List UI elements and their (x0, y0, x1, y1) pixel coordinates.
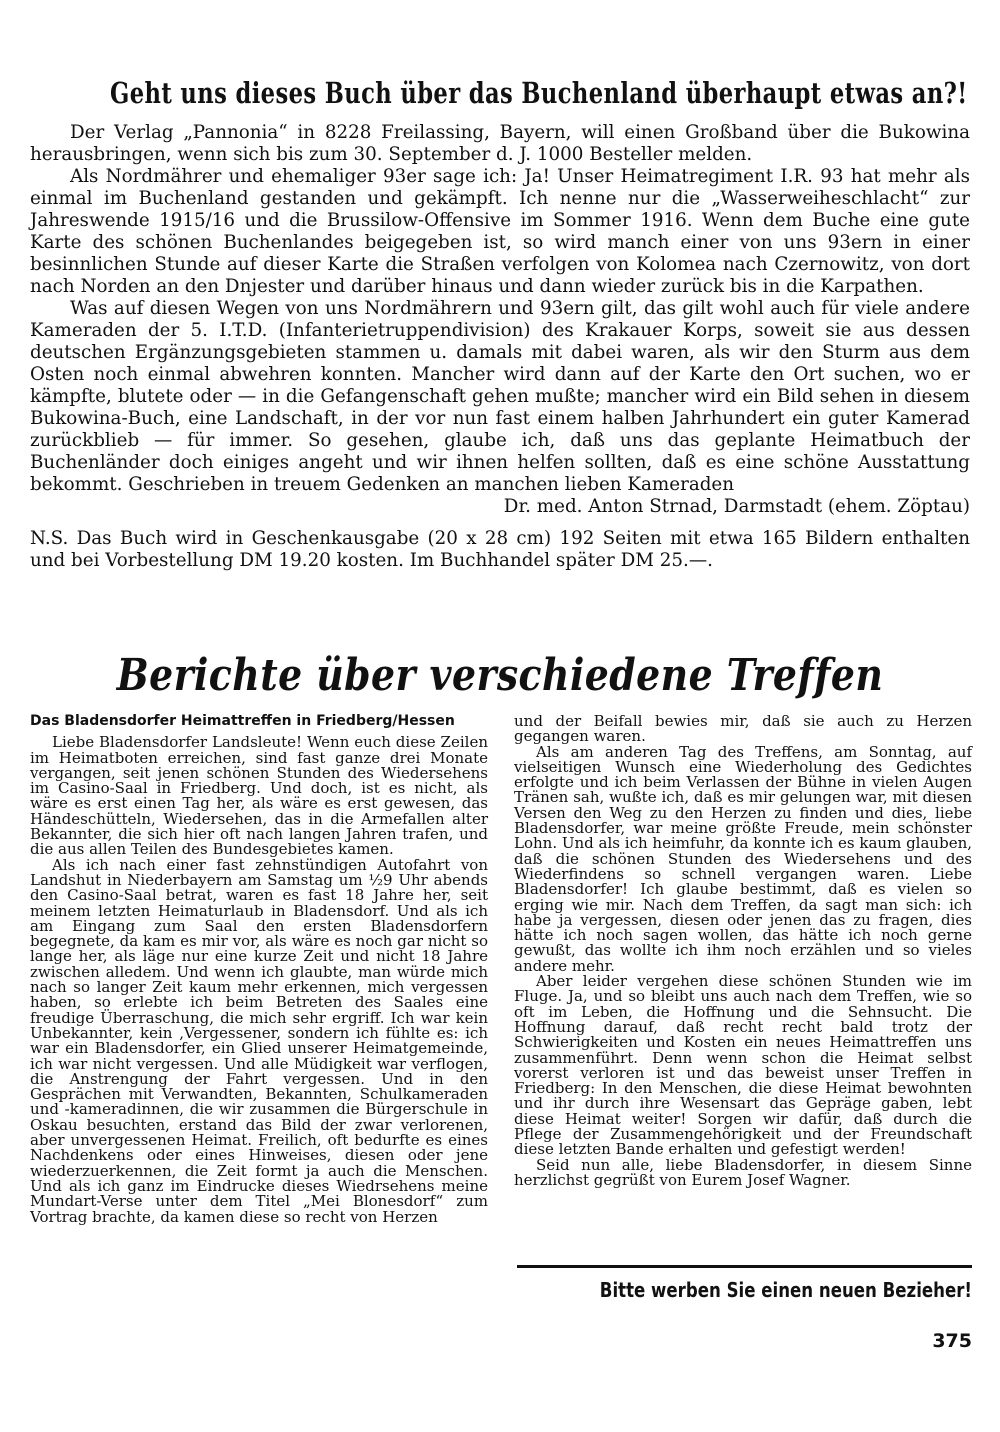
section-title: Berichte über verschiedene Treffen (116, 650, 884, 701)
page-number: 375 (932, 1330, 972, 1352)
article-signature: Dr. med. Anton Strnad, Darmstadt (ehem. Zöptau) (503, 496, 970, 517)
report-paragraph: Als ich nach einer fast zehnstündigen Autofahrt von Landshut in Niederbayern am Samstag um ½9 Uhr abends den Casino-Saal betrat, waren es fast 18 Jahre her, seit meinem letzten Heimaturlaub in Bladensdorf. Und als ich am Eingang zum Saal den ersten Bladensdorfern begegnete, da kam es mir vor, als wäre es noch gar nicht so lange her, als läge nur eine kurze Zeit und nicht 18 Jahre zwischen alledem. Und wenn ich glaubte, man würde mich nach so langer Zeit kaum mehr erkennen, mich vergessen haben, so erlebte ich beim Betreten des Saales eine freudige Überraschung, die mich sehr ergriff. Ich war kein Unbekannter, kein ‚Vergessener, sondern ich fühlte es: ich war ein Bladensdorfer, ein Glied unserer Heimatgemeinde, ich war nicht vergessen. Und alle Müdigkeit war verflogen, die Anstrengung der Fahrt vergessen. Und in den Gesprächen mit Verwandten, Bekannten, Schulkameraden und -kameradinnen, die wir zusammen die Bürgerschule in Oskau besuchten, erstand das Bild der zwar verlorenen, aber unvergessenen Heimat. Freilich, oft bedurfte es eines Nachdenkens oder eines Hinweises, diesen oder jene wiederzuerkennen, die Zeit formt ja auch die Menschen. Und als ich ganz im Eindrucke dieses Wiedrsehens meine Mundart-Verse unter dem Titel „Mei Blonesdorf“ zum Vortrag brachte, da kamen diese so recht von Herzen (30, 855, 488, 1226)
report-paragraph: Aber leider vergehen diese schönen Stunden wie im Fluge. Ja, und so bleibt uns auch nach dem Treffen, wie so oft im Leben, die Hoffnung und die Sehnsucht. Die Hoffnung darauf, daß recht recht bald trotz der Schwierigkeiten und Kosten ein neues Heimattreffen uns zusammenführt. Denn wenn schon die Heimat selbst vorerst verloren ist und das beweist unser Treffen in Friedberg: In den Menschen, die diese Heimat bewohnten und ihr durch ihre Wesensart das Gepräge gaben, lebt diese Heimat weiter! Sorgen wir dafür, daß durch die Pflege der Zusammengehörigkeit und der Freundschaft diese letzten Bande erhalten und gefestigt werden! (514, 972, 972, 1159)
report-paragraph: Liebe Bladensdorfer Landsleute! Wenn euch diese Zeilen im Heimatboten erreichen, sind fast ganze drei Monate vergangen, seit jenen schönen Stunden des Wiedersehens im Casino-Saal in Friedberg. Und doch, ist es nicht, als wäre es erst einen Tag her, als wäre es erst gewesen, das Händeschütteln, Wiedersehen, das in die Armefallen alter Bekannter, die sich hier oft nach langen Jahren trafen, und die aus allen Teilen des Bundesgebietes kamen. (30, 733, 488, 859)
article-paragraph: Was auf diesen Wegen von uns Nordmährern und 93ern gilt, das gilt wohl auch für viele andere Kameraden der 5. I.T.D. (Infanterietruppendivision) des Krakauer Korps, soweit sie aus dessen deutschen Ergänzungsgebieten stammen u. damals mit dabei waren, als wir den Sturm aus dem Osten noch einmal abwehren konnten. Mancher wird dann auf der Karte den Ort suchen, wo er kämpfte, blutete oder — in die Gefangenschaft gehen mußte; mancher wird ein Bild sehen in diesem Bukowina-Buch, eine Landschaft, in der vor nun fast einem halben Jahrhundert ein guter Kamerad zurückblieb — für immer. So gesehen, glaube ich, daß uns das geplante Heimatbuch der Buchenländer doch einiges angeht und wir ihnen helfen sollten, daß es eine schöne Ausstattung bekommt. Geschrieben in treuem Gedenken an manchen lieben Kameraden (30, 298, 970, 495)
article-paragraph: Als Nordmährer und ehemaliger 93er sage ich: Ja! Unser Heimatregiment I.R. 93 hat mehr als einmal im Buchenland gestanden und gekämpft. Ich nenne nur die „Wasserweiheschlacht“ zur Jahreswende 1915/16 und die Brussilow-Offensive im Sommer 1916. Wenn dem Buche eine gute Karte des schönen Buchenlandes beigegeben ist, so wird manch einer von uns 93ern in einer besinnlichen Stunde auf dieser Karte die Straßen verfolgen von Kolomea nach Czernowitz, von dort nach Norden an den Dnjester und darüber hinaus und dann wieder zurück bis in die Karpathen. (30, 166, 970, 297)
article-postscript: N.S. Das Buch wird in Geschenkausgabe (20 x 28 cm) 192 Seiten mit etwa 165 Bildern enthalten und bei Vorbestellung DM 19.20 kosten. Im Buchhandel später DM 25.—. (30, 528, 970, 571)
report-left-column (30, 714, 488, 1225)
article-title: Geht uns dieses Buch über das Buchenland überhaupt etwas an?! (110, 76, 968, 110)
report-subtitle: Das Bladensdorfer Heimattreffen in Friedberg/Hessen (30, 713, 455, 729)
report-right-column (514, 714, 972, 1188)
subscriber-notice: Bitte werben Sie einen neuen Bezieher! (599, 1278, 972, 1302)
article-paragraph: Der Verlag „Pannonia“ in 8228 Freilassing, Bayern, will einen Großband über die Bukowina herausbringen, wenn sich bis zum 30. September d. J. 1000 Besteller melden. (30, 122, 970, 165)
article-body (30, 122, 970, 572)
report-paragraph: Als am anderen Tag des Treffens, am Sonntag, auf vielseitigen Wunsch eine Wiederholung des Gedichtes erfolgte und ich beim Verlassen der Bühne in vielen Augen Tränen sah, wußte ich, daß es mir gelungen war, mit diesen Versen den Weg zu den Herzen zu finden und dies, liebe Bladensdorfer, war meine größte Freude, mein schönster Lohn. Und als ich heimfuhr, da konnte ich es kaum glauben, daß die schönen Stunden des Wiedersehens und des Wiederfindens so schnell vergangen waren. Liebe Bladensdorfer! Ich glaube bestimmt, daß es vielen so erging wie mir. Nach dem Treffen, da sagt man sich: ich habe ja vergessen, diesen oder jenen das zu fragen, dies hätte ich noch sagen wollen, das hätte ich noch gerne gewußt, das wollte ich ihm noch erzählen und so vieles andere mehr. (514, 742, 972, 975)
divider-rule (517, 1265, 972, 1268)
report-paragraph: und der Beifall bewies mir, daß sie auch zu Herzen gegangen waren. (514, 712, 972, 746)
report-paragraph: Seid nun alle, liebe Bladensdorfer, in diesem Sinne herzlichst gegrüßt von Eurem Josef Wagner. (514, 1155, 972, 1189)
